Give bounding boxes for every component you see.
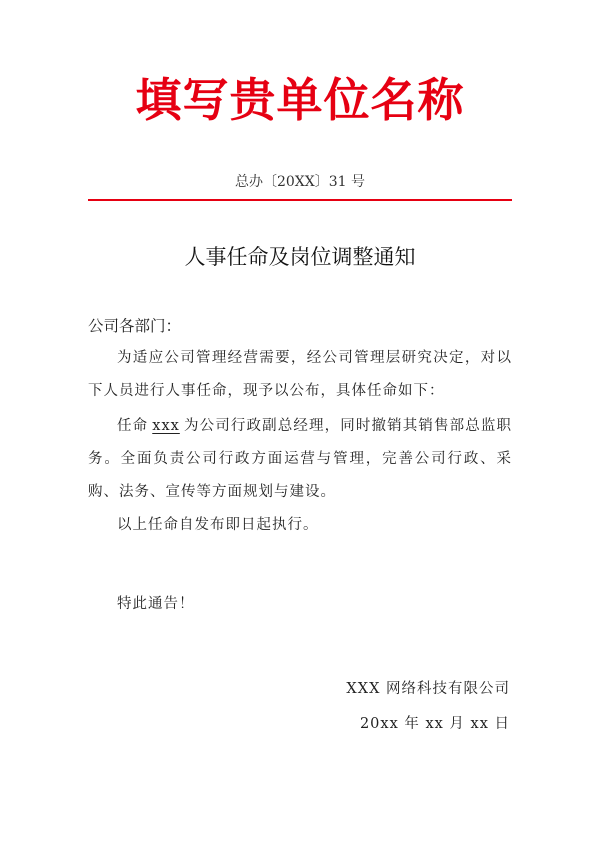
signature-date: 20xx 年 xx 月 xx 日 [359, 716, 510, 732]
organization-name-header: 填写贵单位名称 [135, 73, 465, 127]
document-number: 总办〔20XX〕31 号 [234, 174, 365, 190]
intro-paragraph: 为适应公司管理经营需要，经公司管理层研究决定，对以下人员进行人事任命，现予以公布，具体任命如下： [88, 350, 512, 399]
appointment-text: 为公司行政副总经理，同时撤销其销售部总监职务。全面负责公司行政方面运营与管理，完善公司行政、采购、法务、宣传等方面规划与建设。 [88, 418, 513, 500]
appointment-prefix: 任命 [117, 418, 149, 434]
salutation: 公司各部门： [88, 317, 182, 335]
document-title: 人事任命及岗位调整通知 [184, 245, 416, 269]
effective-paragraph: 以上任命自发布即日起执行。 [117, 517, 319, 533]
appointment-paragraph [88, 410, 512, 509]
signature-company: XXX 网络科技有限公司 [346, 681, 510, 697]
appointee-name: xxx [152, 418, 180, 434]
header-divider [88, 199, 512, 201]
closing-line: 特此通告！ [117, 596, 195, 612]
